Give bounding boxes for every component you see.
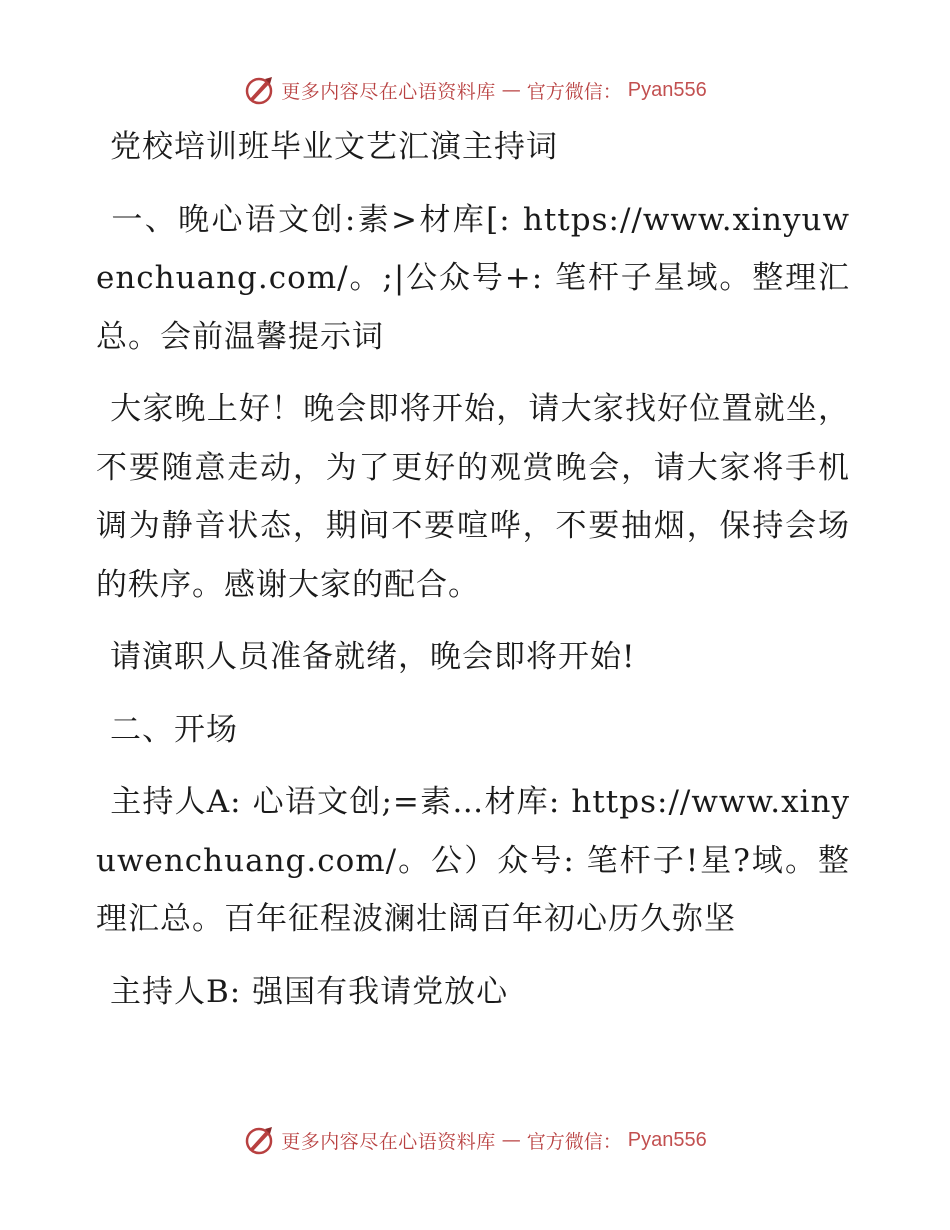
document-body	[96, 118, 850, 1035]
footer-watermark	[0, 1120, 950, 1160]
watermark-label: 官方微信：	[526, 80, 622, 103]
watermark-text: 更多内容尽在心语资料库	[281, 80, 496, 103]
paragraph-ready: 请演职人员准备就绪，晚会即将开始!	[110, 639, 636, 675]
watermark-text: 更多内容尽在心语资料库	[281, 1130, 496, 1153]
paragraph-section-two: 二、开场	[110, 711, 238, 748]
paragraph-welcome: 大家晚上好！晚会即将开始，请大家找好位置就坐，不要随意走动，为了更好的观赏晚会，请大家将手机调为静音状态，期间不要喧哗，不要抽烟，保持会场的秩序。感谢大家的配合。	[96, 391, 850, 603]
watermark-id: Pyan556	[627, 78, 707, 101]
watermark-label: 官方微信：	[526, 1130, 622, 1153]
watermark-dash: —	[501, 79, 521, 101]
watermark-dash: —	[501, 1129, 521, 1151]
document-title: 党校培训班毕业文艺汇演主持词	[110, 129, 558, 165]
paragraph-host-a: 主持人A: 心语文创;=素…材库: https://www.xinyuwenchuang.com/。公）众号: 笔杆子!星?域。整理汇总。百年征程波澜壮阔百年初心历久弥坚	[96, 784, 850, 937]
quill-logo-icon	[243, 1124, 275, 1156]
paragraph-section-one: 一、晚心语文创:素>材库[: https://www.xinyuwenchuang.com/。;|公众号+: 笔杆子星域。整理汇总。会前温馨提示词	[96, 201, 850, 355]
paragraph-host-b: 主持人B: 强国有我请党放心	[110, 973, 509, 1010]
watermark-id: Pyan556	[627, 1128, 707, 1151]
header-watermark	[0, 70, 950, 110]
quill-logo-icon	[243, 74, 275, 106]
